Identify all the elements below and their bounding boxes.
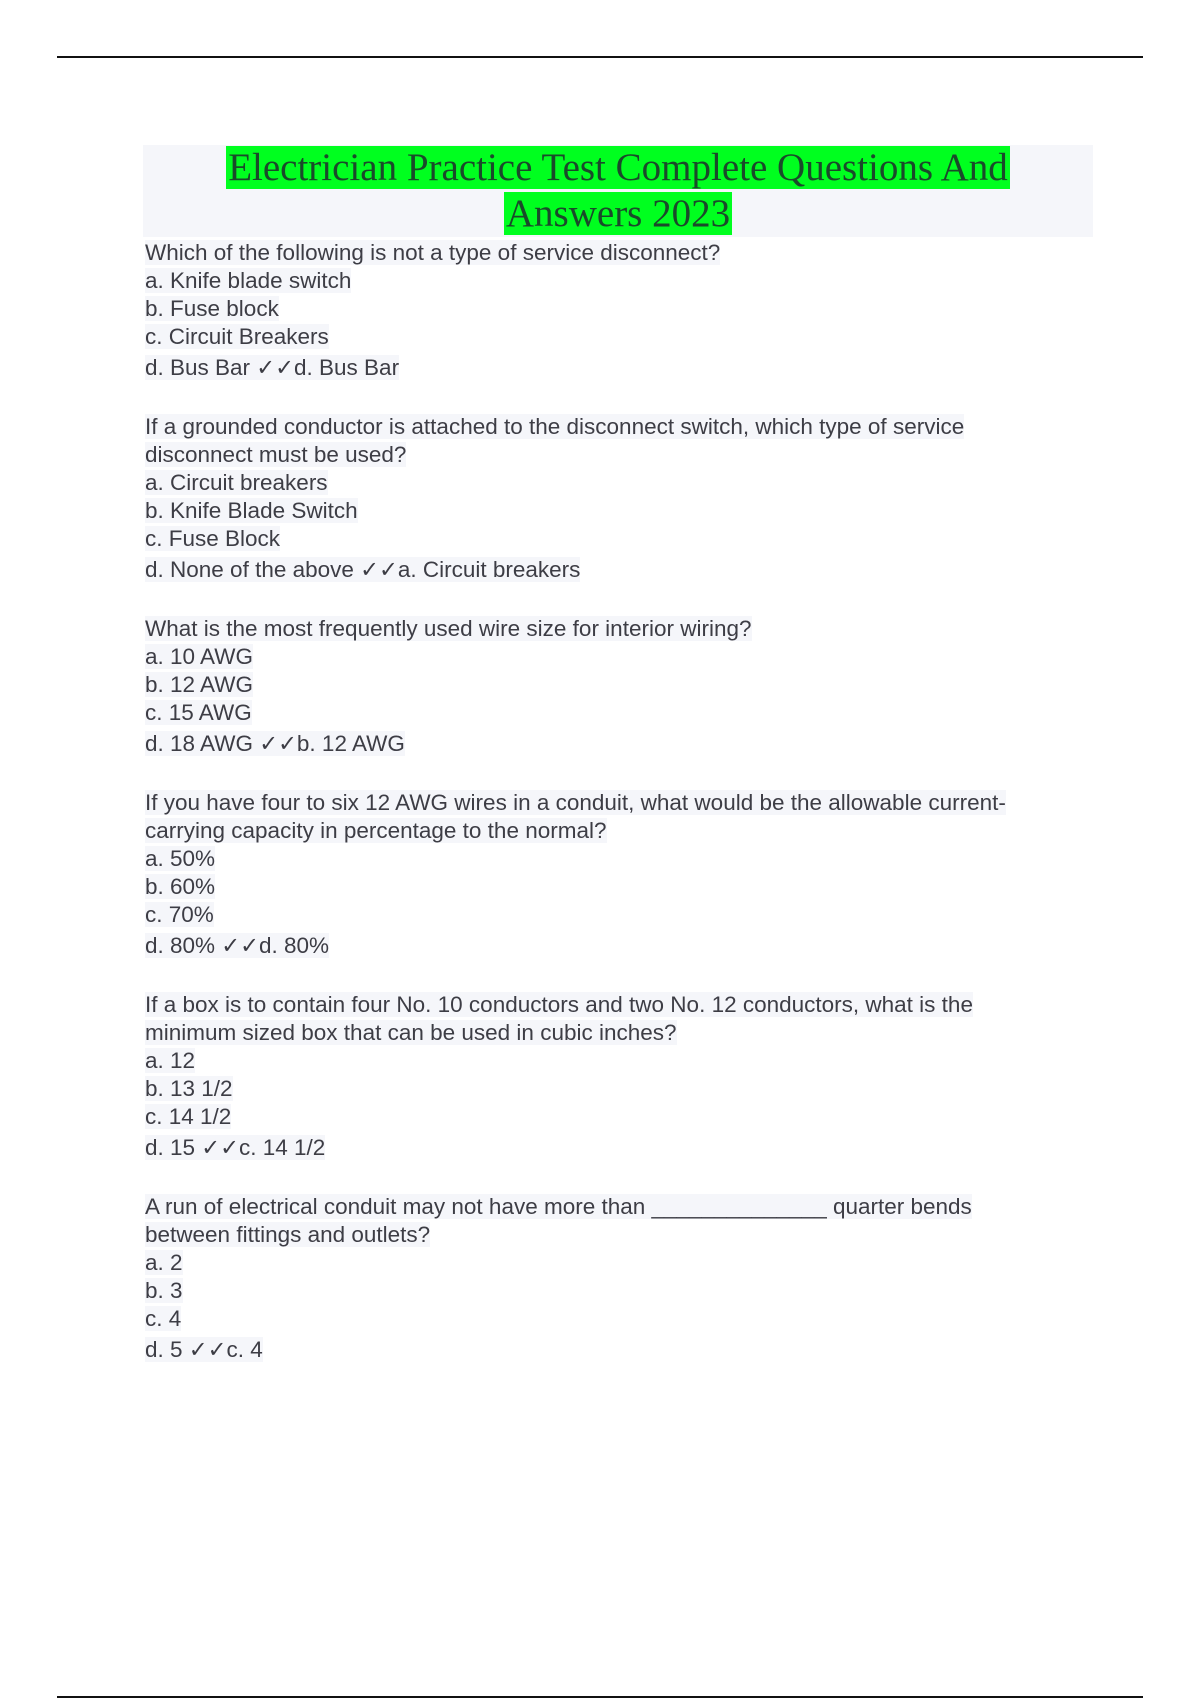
option-a: a. 2 <box>145 1250 183 1275</box>
option-d-with-answer: d. 15 ✓✓c. 14 1/2 <box>145 1135 326 1160</box>
question-text-continued: disconnect must be used? <box>145 442 407 467</box>
option-a: a. 50% <box>145 846 216 871</box>
option-a: a. Knife blade switch <box>145 268 352 293</box>
question-text: If a box is to contain four No. 10 conductors and two No. 12 conductors, what is the <box>145 992 973 1017</box>
question-block-1 <box>145 239 1085 385</box>
option-c: c. 14 1/2 <box>145 1104 232 1129</box>
option-d-with-answer: d. 18 AWG ✓✓b. 12 AWG <box>145 731 405 756</box>
question-block-6 <box>145 1193 1085 1367</box>
option-a: a. Circuit breakers <box>145 470 328 495</box>
option-d-with-answer: d. Bus Bar ✓✓d. Bus Bar <box>145 355 400 380</box>
option-b: b. 12 AWG <box>145 672 253 697</box>
option-d-with-answer: d. None of the above ✓✓a. Circuit breakers <box>145 557 581 582</box>
option-c: c. 70% <box>145 902 214 927</box>
document-title <box>143 145 1093 237</box>
option-c: c. 15 AWG <box>145 700 252 725</box>
question-text: If a grounded conductor is attached to the disconnect switch, which type of service <box>145 414 965 439</box>
question-text: Which of the following is not a type of service disconnect? <box>145 240 721 265</box>
option-a: a. 12 <box>145 1048 196 1073</box>
title-line-1: Electrician Practice Test Complete Questions And <box>228 146 1008 189</box>
question-block-3 <box>145 615 1085 761</box>
question-text-continued: between fittings and outlets? <box>145 1222 431 1247</box>
option-d-with-answer: d. 5 ✓✓c. 4 <box>145 1337 263 1362</box>
option-a: a. 10 AWG <box>145 644 253 669</box>
question-block-2 <box>145 413 1085 587</box>
question-text: If you have four to six 12 AWG wires in a conduit, what would be the allowable current- <box>145 790 1006 815</box>
question-text: A run of electrical conduit may not have more than ______________ quarter bends <box>145 1194 972 1219</box>
option-c: c. Circuit Breakers <box>145 324 329 349</box>
option-d-with-answer: d. 80% ✓✓d. 80% <box>145 933 330 958</box>
option-b: b. 60% <box>145 874 216 899</box>
question-list <box>145 239 1085 1395</box>
option-c: c. 4 <box>145 1306 182 1331</box>
top-rule <box>57 56 1143 58</box>
question-block-5 <box>145 991 1085 1165</box>
title-line-2: Answers 2023 <box>505 192 731 235</box>
bottom-rule <box>57 1696 1143 1698</box>
question-text-continued: minimum sized box that can be used in cubic inches? <box>145 1020 677 1045</box>
option-b: b. Knife Blade Switch <box>145 498 358 523</box>
option-c: c. Fuse Block <box>145 526 281 551</box>
option-b: b. 3 <box>145 1278 183 1303</box>
option-b: b. 13 1/2 <box>145 1076 233 1101</box>
question-text: What is the most frequently used wire size for interior wiring? <box>145 616 752 641</box>
question-block-4 <box>145 789 1085 963</box>
question-text-continued: carrying capacity in percentage to the normal? <box>145 818 607 843</box>
option-b: b. Fuse block <box>145 296 279 321</box>
